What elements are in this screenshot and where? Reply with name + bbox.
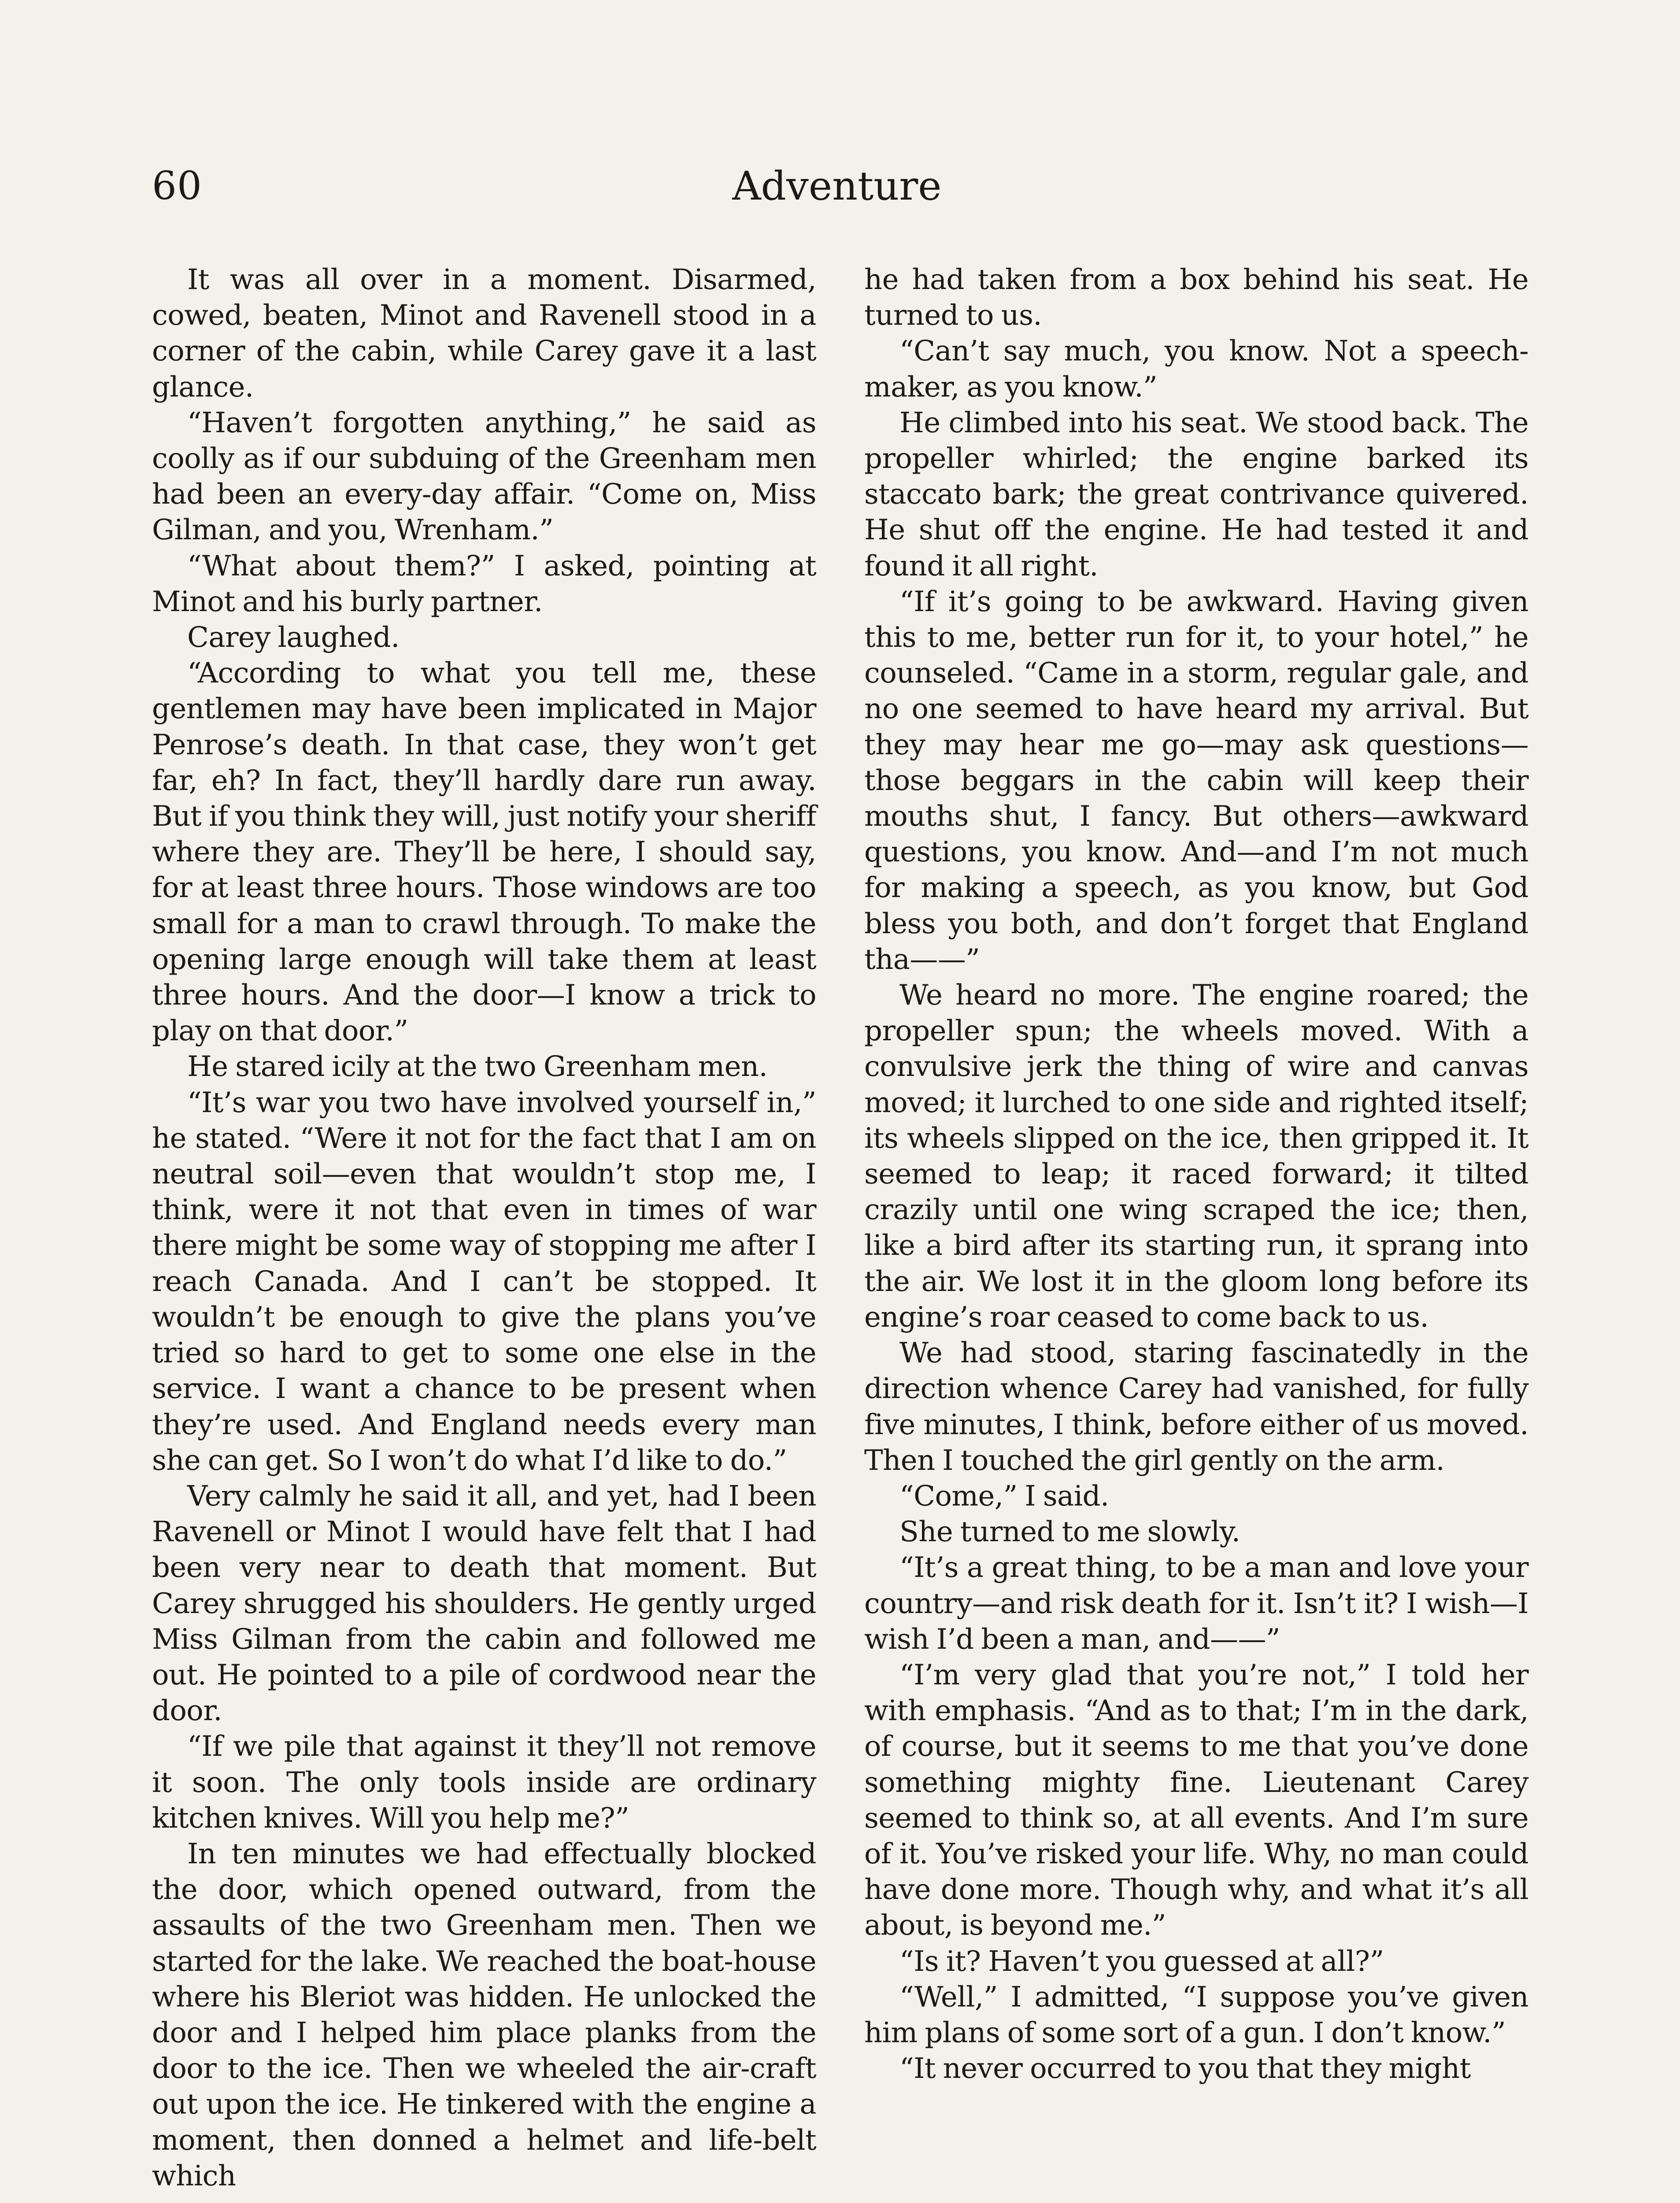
- paragraph: In ten minutes we had effectually blocked the door, which opened outward, from the assaults of the two Greenham men. Then we started for the lake. We reached the boat-house where his Bleriot was hidden. He unlocked the door and I helped him place planks from the door to the ice. Then we wheeled the air-craft out upon the ice. He tinkered with the engine a moment, then donned a helmet and life-belt which: [152, 1837, 816, 2192]
- paragraph: She turned to me slowly.: [899, 1516, 1240, 1549]
- paragraph: “Come,” I said.: [899, 1480, 1109, 1513]
- paragraph: “Is it? Haven’t you guessed at all?”: [899, 1945, 1384, 1978]
- paragraph: We heard no more. The engine roared; the propeller spun; the wheels moved. With a convulsive jerk the thing of wire and canvas moved; it lurched to one side and righted itself; its wheels slipped on the ice, then gripped it. It seemed to leap; it raced forward; it tilted crazily until one wing scraped the ice; then, like a bird after its starting run, it sprang into the air. We lost it in the gloom long before its engine’s roar ceased to come back to us.: [864, 979, 1528, 1334]
- paragraph: We had stood, staring fascinatedly in the direction whence Carey had vanished, for fully five minutes, I think, before either of us moved. Then I touched the girl gently on the arm.: [864, 1337, 1528, 1477]
- page-number: 60: [152, 163, 202, 208]
- paragraph: “Well,” I admitted, “I suppose you’ve given him plans of some sort of a gun. I don’t know.”: [864, 1980, 1528, 2049]
- paragraph: “I’m very glad that you’re not,” I told her with emphasis. “And as to that; I’m in the dark, of course, but it seems to me that you’ve done something mighty fine. Lieutenant Carey seemed to think so, at all events. And I’m sure of it. You’ve risked your life. Why, no man could have done more. Though why, and what it’s all about, is beyond me.”: [864, 1658, 1528, 1942]
- running-head: Adventure: [732, 163, 942, 209]
- paragraph: “If we pile that against it they’ll not remove it soon. The only tools inside are ordinary kitchen knives. Will you help me?”: [152, 1730, 816, 1835]
- paragraph: “It’s war you two have involved yourself in,” he stated. “Were it not for the fact that I am on neutral soil—even that wouldn’t stop me, I think, were it not that even in times of war there might be some way of stopping me after I reach Canada. And I can’t be stopped. It wouldn’t be enough to give the plans you’ve tried so hard to get to some one else in the service. I want a chance to be present when they’re used. And England needs every man she can get. So I won’t do what I’d like to do.”: [152, 1086, 816, 1477]
- text-columns: [152, 262, 1528, 2194]
- paragraph: Very calmly he said it all, and yet, had I been Ravenell or Minot I would have felt that I had been very near to death that moment. But Carey shrugged his shoulders. He gently urged Miss Gilman from the cabin and followed me out. He pointed to a pile of cordwood near the door.: [152, 1480, 816, 1728]
- paragraph: “Can’t say much, you know. Not a speech-maker, as you know.”: [864, 335, 1528, 404]
- paragraph: He stared icily at the two Greenham men.: [187, 1050, 768, 1083]
- paragraph: “What about them?” I asked, pointing at Minot and his burly partner.: [152, 549, 816, 618]
- paragraph: He climbed into his seat. We stood back. The propeller whirled; the engine barked its staccato bark; the great contrivance quivered. He shut off the engine. He had tested it and found it all right.: [864, 406, 1528, 582]
- paragraph-continuation: he had taken from a box behind his seat. He turned to us.: [864, 263, 1528, 332]
- paragraph: “According to what you tell me, these gentlemen may have been implicated in Major Penrose’s death. In that case, they won’t get far, eh? In fact, they’ll hardly dare run away. But if you think they will, just notify your sheriff where they are. They’ll be here, I should say, for at least three hours. Those windows are too small for a man to crawl through. To make the opening large enough will take them at least three hours. And the door—I know a trick to play on that door.”: [152, 657, 816, 1048]
- paragraph: Carey laughed.: [187, 621, 400, 654]
- paragraph: “If it’s going to be awkward. Having given this to me, better run for it, to your hotel,” he counseled. “Came in a storm, regular gale, and no one seemed to have heard my arrival. But they may hear me go—may ask questions—those beggars in the cabin will keep their mouths shut, I fancy. But others—awkward questions, you know. And—and I’m not much for making a speech, as you know, but God bless you both, and don’t forget that England tha——”: [864, 585, 1528, 976]
- paragraph: “It’s a great thing, to be a man and love your country—and risk death for it. Isn’t it? I wish—I wish I’d been a man, and——”: [864, 1551, 1528, 1656]
- left-column: [152, 262, 816, 2194]
- paragraph: It was all over in a moment. Disarmed, cowed, beaten, Minot and Ravenell stood in a corner of the cabin, while Carey gave it a last glance.: [152, 263, 816, 404]
- paragraph: “It never occurred to you that they might: [899, 2052, 1471, 2085]
- paragraph: “Haven’t forgotten anything,” he said as coolly as if our subduing of the Greenham men had been an every-day affair. “Come on, Miss Gilman, and you, Wrenham.”: [152, 406, 816, 547]
- right-column: [864, 262, 1528, 2194]
